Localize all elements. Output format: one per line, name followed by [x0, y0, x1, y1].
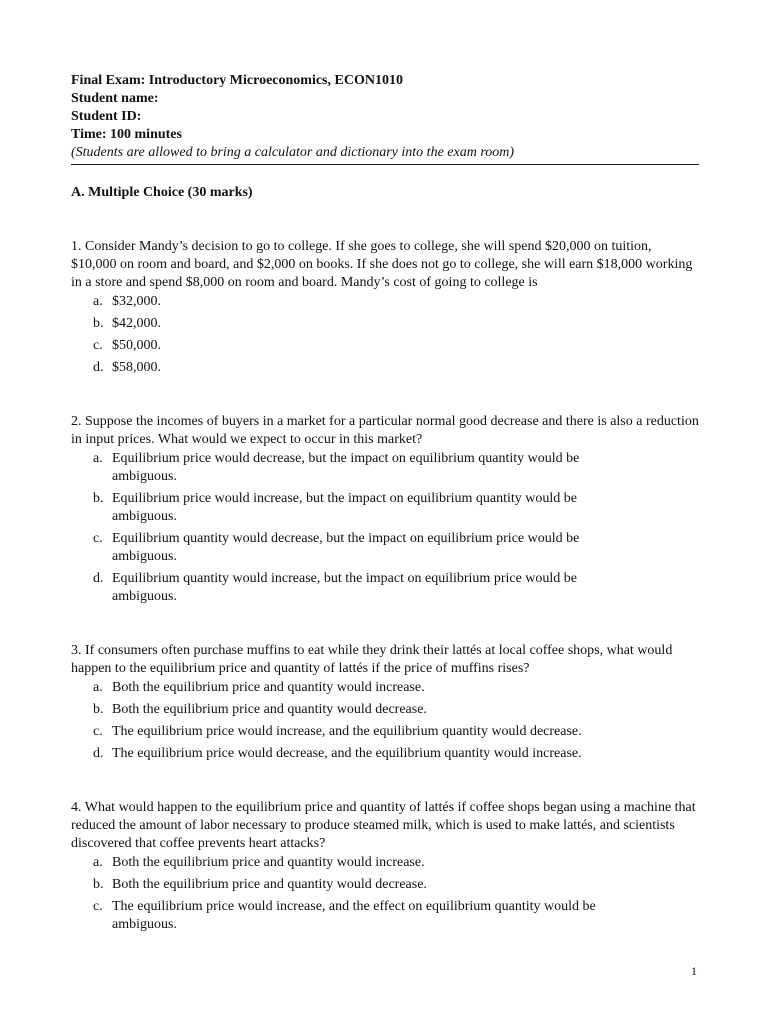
option-letter: a. [93, 680, 103, 695]
option-b [71, 701, 699, 719]
option-a [71, 293, 699, 311]
option-d [71, 570, 699, 606]
option-c [71, 530, 699, 566]
student-id-label: Student ID: [71, 109, 142, 124]
option-letter: a. [93, 855, 103, 870]
option-c [71, 337, 699, 355]
option-text: The equilibrium price would increase, and the effect on equilibrium quantity would be ambiguous. [112, 899, 596, 932]
option-letter: b. [93, 702, 104, 717]
exam-time: Time: 100 minutes [71, 127, 182, 142]
option-text: $50,000. [112, 338, 161, 353]
option-letter: c. [93, 899, 103, 914]
option-text: Both the equilibrium price and quantity would decrease. [112, 877, 427, 892]
option-text: Equilibrium quantity would increase, but the impact on equilibrium price would be ambiguous. [112, 571, 578, 604]
question-stem: 4. What would happen to the equilibrium price and quantity of lattés if coffee shops began using a machine that reduced the amount of labor necessary to produce steamed milk, which is used to make lattés, and scientists discovered that coffee prevents heart attacks? [71, 800, 696, 851]
option-text: Equilibrium price would decrease, but the impact on equilibrium quantity would be ambiguous. [112, 451, 580, 484]
option-text: Both the equilibrium price and quantity would decrease. [112, 702, 427, 717]
option-list [71, 450, 699, 606]
question-stem: 3. If consumers often purchase muffins to eat while they drink their lattés at local coffee shops, what would happen to the equilibrium price and quantity of lattés if the price of muffins rises? [71, 643, 673, 676]
option-text: The equilibrium price would decrease, and the equilibrium quantity would increase. [112, 746, 582, 761]
option-letter: b. [93, 316, 104, 331]
option-letter: a. [93, 294, 103, 309]
option-letter: b. [93, 877, 104, 892]
option-c [71, 723, 699, 741]
option-d [71, 359, 699, 377]
option-text: $58,000. [112, 360, 161, 375]
option-d [71, 745, 699, 763]
option-letter: d. [93, 571, 104, 586]
option-letter: c. [93, 724, 103, 739]
option-c [71, 898, 699, 934]
question-3 [71, 642, 699, 763]
option-b [71, 315, 699, 333]
option-b [71, 876, 699, 894]
option-a [71, 450, 699, 486]
question-stem: 2. Suppose the incomes of buyers in a market for a particular normal good decrease and there is also a reduction in input prices. What would we expect to occur in this market? [71, 414, 699, 447]
section-title: A. Multiple Choice (30 marks) [71, 185, 253, 200]
exam-header [71, 72, 699, 165]
option-letter: b. [93, 491, 104, 506]
option-letter: c. [93, 338, 103, 353]
option-text: The equilibrium price would increase, and the equilibrium quantity would decrease. [112, 724, 582, 739]
option-letter: c. [93, 531, 103, 546]
option-text: $32,000. [112, 294, 161, 309]
option-a [71, 854, 699, 872]
student-name-label: Student name: [71, 91, 159, 106]
option-list [71, 854, 699, 934]
option-text: Both the equilibrium price and quantity would increase. [112, 855, 425, 870]
question-2 [71, 413, 699, 606]
question-4 [71, 799, 699, 934]
option-text: $42,000. [112, 316, 161, 331]
exam-note: (Students are allowed to bring a calculator and dictionary into the exam room) [71, 145, 515, 160]
exam-page [71, 72, 699, 938]
question-1 [71, 238, 699, 377]
option-letter: a. [93, 451, 103, 466]
option-text: Equilibrium quantity would decrease, but the impact on equilibrium price would be ambiguous. [112, 531, 580, 564]
option-text: Equilibrium price would increase, but the impact on equilibrium quantity would be ambiguous. [112, 491, 578, 524]
page-number: 1 [691, 964, 697, 978]
question-stem: 1. Consider Mandy’s decision to go to college. If she goes to college, she will spend $20,000 on tuition, $10,000 on room and board, and $2,000 on books. If she does not go to college, she will earn $18,000 working in a store and spend $8,000 on room and board. Mandy’s cost of going to college is [71, 239, 693, 290]
option-list [71, 293, 699, 377]
option-letter: d. [93, 360, 104, 375]
option-letter: d. [93, 746, 104, 761]
option-text: Both the equilibrium price and quantity would increase. [112, 680, 425, 695]
option-list [71, 679, 699, 763]
option-b [71, 490, 699, 526]
exam-title: Final Exam: Introductory Microeconomics, ECON1010 [71, 73, 403, 88]
header-divider [71, 164, 699, 165]
option-a [71, 679, 699, 697]
